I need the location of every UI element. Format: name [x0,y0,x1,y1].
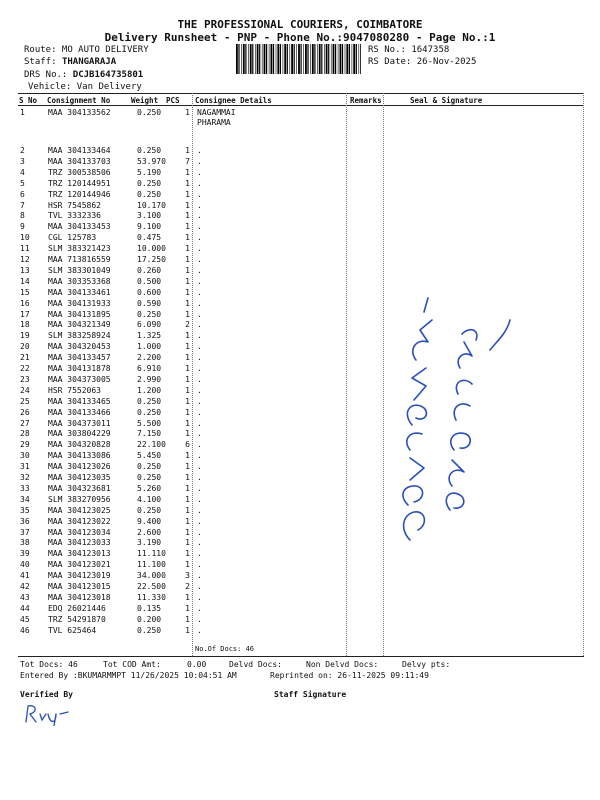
drs-label: DRS No.: [24,70,68,80]
row-consignment: HSR 7552063 [48,385,101,395]
row-weight: 7.150 [137,429,162,439]
row-pcs: 1 [185,374,190,384]
row-pcs: 2 [185,320,190,330]
row-sno: 38 [20,538,30,548]
row-consignee: . [197,200,202,210]
row-weight: 22.100 [137,440,166,450]
row-consignee: . [197,364,202,373]
drs-number: DCJB164735801 [72,70,144,80]
row-consignee: . [197,255,202,264]
header-top-rule [18,93,584,94]
staff-signature-label: Staff Signature [274,690,347,699]
row-consignment: MAA 304133466 [48,407,111,417]
row-consignee: . [197,178,202,188]
row-pcs: 3 [185,571,190,581]
reprinted-on: Reprinted on: 26-11-2025 09:11:49 [270,671,429,680]
row-weight: 2.990 [137,374,162,384]
row-consignment: MAA 304321349 [48,320,111,330]
row-consignment: MAA 304133562 [48,108,111,117]
row-consignment: TRZ 300538506 [48,167,111,177]
row-sno: 29 [20,440,30,450]
row-consignment: MAA 304123035 [48,473,111,482]
row-sno: 26 [20,407,30,417]
row-consignment: MAA 304133703 [48,156,111,166]
vehicle-label: Vehicle: Van Delivery [28,82,142,92]
row-weight: 1.000 [137,342,162,352]
row-sno: 40 [20,560,30,570]
verifier-signature [22,700,72,726]
row-consignment: HSR 7545862 [48,200,101,210]
row-consignee: . [197,527,202,537]
row-weight: 0.250 [137,189,162,199]
row-pcs: 6 [185,440,190,450]
header-bottom-rule [18,105,584,106]
total-cod-label: Tot COD Amt: [103,660,161,669]
delivered-docs: Delvd Docs: [229,660,282,669]
row-consignee: . [197,538,202,548]
row-consignment: MAA 304133461 [48,287,111,297]
row-weight: 9.400 [137,516,162,526]
delivery-points: Delvy pts: [402,660,451,669]
col-pcs: PCS [166,96,180,105]
row-consignee: . [197,625,202,635]
row-consignee: . [197,429,202,439]
row-consignee: . [197,396,202,406]
row-pcs: 1 [185,505,190,515]
row-consignment: EDQ 26021446 [48,603,106,613]
row-pcs: 1 [185,265,190,275]
row-consignment: MAA 304123019 [48,571,111,581]
row-sno: 39 [20,549,30,559]
col-divider [192,93,193,656]
row-pcs: 1 [185,146,190,155]
row-weight: 2.600 [137,527,162,537]
drs-line [24,70,143,80]
row-weight: 0.250 [137,625,162,635]
barcode [236,44,361,74]
row-sno: 23 [20,374,30,384]
row-consignee: . [197,560,202,570]
row-pcs: 1 [185,483,190,493]
row-pcs: 1 [185,625,190,635]
row-weight: 0.260 [137,265,162,275]
row-consignment: MAA 304131878 [48,364,111,373]
row-consignment: CGL 125783 [48,233,97,243]
row-consignee: . [197,418,202,428]
row-sno: 6 [20,189,25,199]
row-weight: 5.190 [137,167,162,177]
verified-by-label: Verified By [20,690,73,699]
row-sno: 19 [20,331,30,341]
row-sno: 14 [20,276,30,286]
row-consignment: TVL 3332336 [48,211,101,221]
row-weight: 2.200 [137,353,162,363]
row-sno: 15 [20,287,30,297]
row-weight: 5.260 [137,483,162,493]
row-consignee: . [197,287,202,297]
row-pcs: 1 [185,108,190,117]
row-sno: 31 [20,462,30,472]
total-cod-amount: 0.00 [187,660,207,669]
row-sno: 45 [20,614,30,624]
route-label: Route: MO AUTO DELIVERY [24,45,149,55]
row-pcs: 1 [185,385,190,395]
row-consignee: . [197,146,202,155]
row-sno: 3 [20,156,25,166]
row-sno: 7 [20,200,25,210]
row-consignment: MAA 304123015 [48,582,111,591]
row-consignee: . [197,244,202,254]
row-consignment: MAA 304320828 [48,440,111,450]
row-consignee: . [197,265,202,275]
row-pcs: 1 [185,331,190,341]
row-pcs: 1 [185,451,190,461]
row-weight: 1.200 [137,385,162,395]
row-consignment: TRZ 54291870 [48,614,106,624]
row-weight: 9.100 [137,222,162,232]
row-consignee: . [197,451,202,461]
row-weight: 22.500 [137,582,166,591]
col-seal-signature: Seal & Signature [410,96,483,105]
row-weight: 34.000 [137,571,166,581]
row-pcs: 1 [185,255,190,264]
row-pcs: 1 [185,396,190,406]
row-consignee: . [197,614,202,624]
no-of-docs: No.Of Docs: 46 [195,645,255,653]
row-sno: 33 [20,483,30,493]
row-consignee: . [197,222,202,232]
row-consignment: MAA 304123018 [48,592,111,602]
col-remarks: Remarks [350,96,382,105]
row-consignee: . [197,582,202,591]
row-consignment: MAA 304133464 [48,146,111,155]
row-consignee: . [197,505,202,515]
row-pcs: 1 [185,298,190,308]
row-weight: 0.250 [137,178,162,188]
row-pcs: 1 [185,538,190,548]
col-divider [583,93,584,656]
col-weight: Weight [131,96,159,105]
row-consignee: . [197,353,202,363]
entered-by: Entered By :BKUMARMMPT 11/26/2025 10:04:51 AM [20,671,237,680]
row-weight: 0.250 [137,473,162,482]
row-consignment: MAA 304133086 [48,451,111,461]
row-sno: 16 [20,298,30,308]
row-sno: 11 [20,244,30,254]
row-pcs: 1 [185,276,190,286]
row-sno: 32 [20,473,30,482]
row-weight: 0.250 [137,108,162,117]
row-pcs: 1 [185,178,190,188]
row-sno: 36 [20,516,30,526]
row-consignment: MAA 304131895 [48,309,111,319]
row-weight: 0.500 [137,276,162,286]
row-pcs: 2 [185,582,190,591]
col-sno: S No [19,96,38,105]
row-pcs: 1 [185,309,190,319]
row-consignment: MAA 304123022 [48,516,111,526]
row-consignee: NAGAMMAI PHARAMA [197,108,236,127]
row-weight: 11.110 [137,549,166,559]
row-weight: 0.475 [137,233,162,243]
row-consignment: MAA 713816559 [48,255,111,264]
row-consignment: MAA 304123034 [48,527,111,537]
row-weight: 5.500 [137,418,162,428]
row-sno: 9 [20,222,25,232]
staff-label: Staff: [24,57,57,67]
row-weight: 0.250 [137,396,162,406]
row-consignee: . [197,440,202,450]
row-sno: 21 [20,353,30,363]
row-sno: 25 [20,396,30,406]
row-consignee: . [197,473,202,482]
row-sno: 4 [20,167,25,177]
row-sno: 27 [20,418,30,428]
row-consignment: MAA 304123021 [48,560,111,570]
row-consignee: . [197,385,202,395]
total-docs: Tot Docs: 46 [20,660,78,669]
row-weight: 5.450 [137,451,162,461]
row-weight: 11.100 [137,560,166,570]
row-consignee: . [197,407,202,417]
row-sno: 30 [20,451,30,461]
row-weight: 0.590 [137,298,162,308]
row-consignment: MAA 304123026 [48,462,111,472]
row-sno: 18 [20,320,30,330]
row-consignment: TRZ 120144946 [48,189,111,199]
row-weight: 10.000 [137,244,166,254]
runsheet-subtitle: Delivery Runsheet - PNP - Phone No.:9047080280 - Page No.:1 [104,31,496,44]
row-consignee: . [197,189,202,199]
row-consignee: . [197,276,202,286]
row-consignment: MAA 304133453 [48,222,111,232]
row-weight: 0.135 [137,603,162,613]
row-sno: 12 [20,255,30,264]
row-consignee: . [197,298,202,308]
row-weight: 0.200 [137,614,162,624]
row-pcs: 1 [185,407,190,417]
row-sno: 34 [20,494,30,504]
row-consignment: MAA 304323681 [48,483,111,493]
row-weight: 53.970 [137,156,166,166]
row-consignee: . [197,342,202,352]
row-consignee: . [197,320,202,330]
row-consignment: MAA 304123013 [48,549,111,559]
rs-date: RS Date: 26-Nov-2025 [368,57,477,67]
row-weight: 6.090 [137,320,162,330]
row-consignee: . [197,549,202,559]
row-pcs: 1 [185,527,190,537]
row-pcs: 1 [185,211,190,221]
row-sno: 24 [20,385,30,395]
row-pcs: 7 [185,156,190,166]
row-pcs: 1 [185,429,190,439]
row-weight: 4.100 [137,494,162,504]
row-consignee: . [197,156,202,166]
row-consignee: . [197,167,202,177]
row-sno: 35 [20,505,30,515]
row-pcs: 1 [185,200,190,210]
row-pcs: 1 [185,494,190,504]
row-pcs: 1 [185,353,190,363]
row-sno: 13 [20,265,30,275]
row-weight: 3.100 [137,211,162,221]
row-consignee: . [197,494,202,504]
staff-name: THANGARAJA [61,57,117,67]
row-pcs: 1 [185,189,190,199]
row-weight: 6.910 [137,364,162,373]
row-consignee: . [197,374,202,384]
row-consignment: SLM 383270956 [48,494,111,504]
company-title: THE PROFESSIONAL COURIERS, COIMBATORE [177,18,423,31]
row-pcs: 1 [185,167,190,177]
row-consignment: MAA 303353368 [48,276,111,286]
row-consignment: SLM 383321423 [48,244,111,254]
row-consignment: MAA 304133457 [48,353,111,363]
rs-number: RS No.: 1647358 [368,45,450,55]
row-sno: 37 [20,527,30,537]
row-consignee: . [197,462,202,472]
row-consignee: . [197,309,202,319]
row-pcs: 1 [185,222,190,232]
col-consignment: Consignment No [47,96,111,105]
row-pcs: 1 [185,244,190,254]
row-weight: 0.250 [137,505,162,515]
row-consignee: . [197,233,202,243]
row-pcs: 1 [185,418,190,428]
row-consignment: SLM 383258924 [48,331,111,341]
row-consignment: MAA 304373005 [48,374,111,384]
col-divider [346,93,347,656]
row-sno: 2 [20,146,25,155]
row-consignee: . [197,331,202,341]
row-sno: 5 [20,178,25,188]
row-pcs: 1 [185,560,190,570]
row-sno: 10 [20,233,30,243]
row-sno: 17 [20,309,30,319]
row-sno: 43 [20,592,30,602]
row-sno: 22 [20,364,30,373]
row-sno: 28 [20,429,30,439]
row-consignment: MAA 304123033 [48,538,111,548]
row-sno: 20 [20,342,30,352]
row-pcs: 1 [185,592,190,602]
row-consignee: . [197,571,202,581]
row-consignment: TVL 625464 [48,625,97,635]
row-weight: 1.325 [137,331,162,341]
row-pcs: 1 [185,233,190,243]
row-pcs: 1 [185,516,190,526]
row-consignee: . [197,211,202,221]
row-weight: 17.250 [137,255,166,264]
row-weight: 0.250 [137,462,162,472]
row-weight: 0.250 [137,407,162,417]
row-weight: 0.250 [137,309,162,319]
handwritten-seal [380,290,520,560]
row-consignment: MAA 303804229 [48,429,111,439]
row-consignee: . [197,592,202,602]
row-consignee: . [197,603,202,613]
row-pcs: 1 [185,614,190,624]
row-pcs: 1 [185,549,190,559]
row-pcs: 1 [185,287,190,297]
row-sno: 1 [20,108,25,117]
row-sno: 46 [20,625,30,635]
row-consignment: TRZ 120144951 [48,178,111,188]
row-consignee: . [197,516,202,526]
row-pcs: 1 [185,364,190,373]
row-weight: 3.190 [137,538,162,548]
row-weight: 0.250 [137,146,162,155]
row-weight: 0.600 [137,287,162,297]
col-consignee: Consignee Details [195,96,272,105]
row-consignment: MAA 304373011 [48,418,111,428]
row-sno: 42 [20,582,30,591]
row-pcs: 1 [185,603,190,613]
row-consignment: MAA 304123025 [48,505,111,515]
row-consignee: . [197,483,202,493]
row-consignment: SLM 383301049 [48,265,111,275]
non-delivered-docs: Non Delvd Docs: [306,660,379,669]
row-pcs: 1 [185,473,190,482]
row-sno: 41 [20,571,30,581]
row-pcs: 1 [185,342,190,352]
row-consignment: MAA 304131933 [48,298,111,308]
row-pcs: 1 [185,462,190,472]
row-consignment: MAA 304133465 [48,396,111,406]
row-consignment: MAA 304320453 [48,342,111,352]
staff-line [24,57,116,67]
row-weight: 11.330 [137,592,166,602]
row-sno: 44 [20,603,30,613]
table-bottom-rule [18,656,584,657]
row-sno: 8 [20,211,25,221]
row-weight: 10.170 [137,200,166,210]
